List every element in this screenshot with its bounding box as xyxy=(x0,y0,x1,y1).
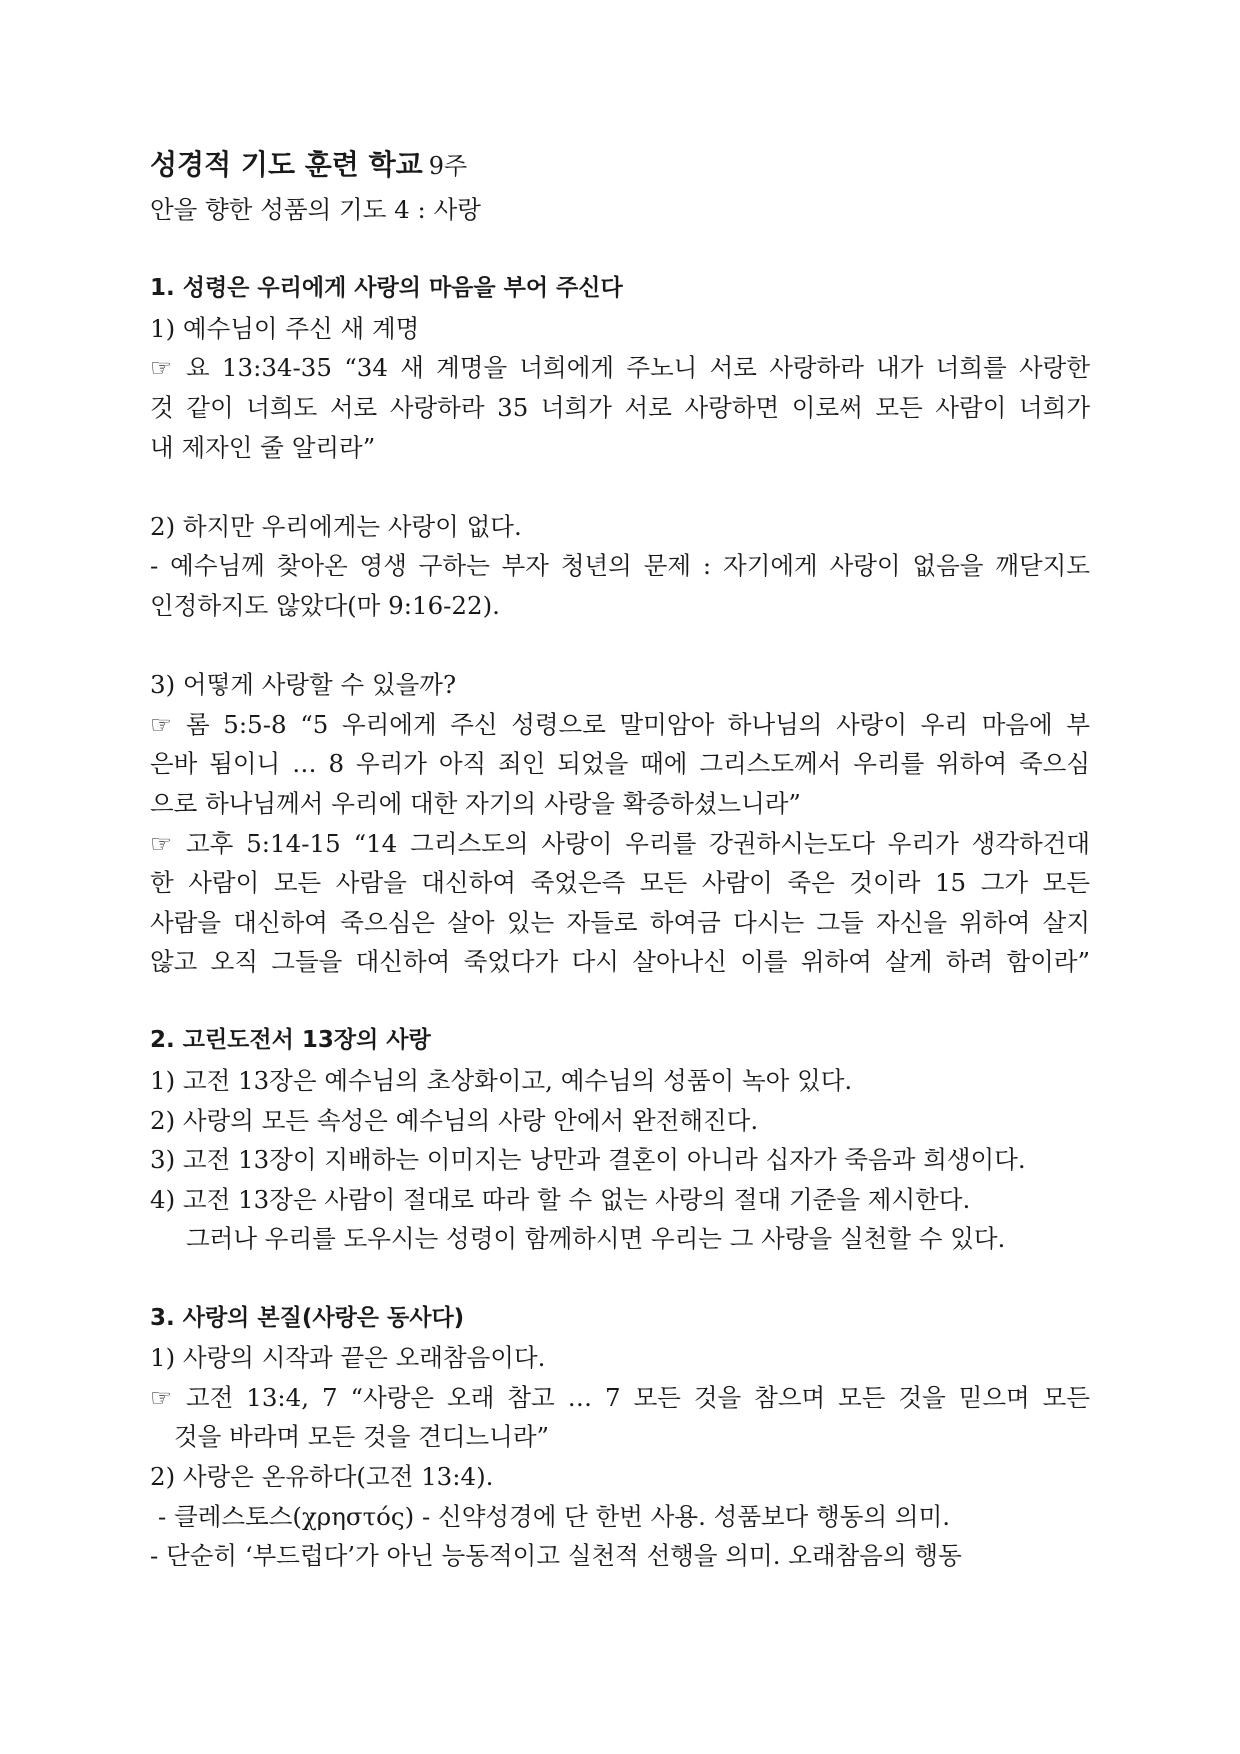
quote-line xyxy=(150,824,1090,864)
quote-text: 요 13:34-35 “34 새 계명을 너희에게 주노니 서로 사랑하라 내가 너희를 사랑한 xyxy=(185,353,1090,383)
body-line: 인정하지도 않았다(마 9:16-22). xyxy=(150,590,500,620)
section-1-point-3: 3) 어떻게 사랑할 수 있을까? xyxy=(150,670,457,700)
section-3-heading: 3. 사랑의 본질(사랑은 동사다) xyxy=(150,1304,465,1331)
pointing-hand-icon: ☞ xyxy=(150,828,172,858)
bullet-line: - 단순히 ‘부드럽다’가 아닌 능동적이고 실천적 선행을 의미. 오래참음의 행동 xyxy=(150,1541,962,1571)
list-item: 4) 고전 13장은 사람이 절대로 따라 할 수 없는 사랑의 절대 기준을 제시한다. xyxy=(150,1184,971,1214)
spacer xyxy=(150,230,1090,270)
section-1-point-1: 1) 예수님이 주신 새 계명 xyxy=(150,313,420,343)
body-line: - 예수님께 찾아온 영생 구하는 부자 청년의 문제 : 자기에게 사랑이 없음을 깨닫지도 xyxy=(150,551,1090,581)
section-1-point-2: 2) 하지만 우리에게는 사랑이 없다. xyxy=(150,511,522,541)
quote-line: 것을 바라며 모든 것을 견디느니라” xyxy=(174,1422,550,1452)
quote-line: 은바 됨이니 … 8 우리가 아직 죄인 되었을 때에 그리스도께서 우리를 위하여 죽으심 xyxy=(150,749,1090,779)
bullet-line: - 클레스토스(χρηστός) - 신약성경에 단 한번 사용. 성품보다 행동의 의미. xyxy=(158,1501,951,1531)
quote-line: 한 사람이 모든 사람을 대신하여 죽었은즉 모든 사람이 죽은 것이라 15 그가 모든 xyxy=(150,868,1090,898)
quote-text: 고전 13:4, 7 “사랑은 오래 참고 … 7 모든 것을 참으며 모든 것을 믿으며 모든 xyxy=(185,1382,1090,1412)
spacer xyxy=(150,626,1090,666)
spacer xyxy=(150,982,1090,1022)
quote-line: 사람을 대신하여 죽으심은 살아 있는 자들로 하여금 다시는 그들 자신을 위하여 살지 xyxy=(150,907,1090,937)
spacer xyxy=(150,467,1090,507)
section-3-point-2: 2) 사랑은 온유하다(고전 13:4). xyxy=(150,1462,494,1491)
section-2-heading: 2. 고린도전서 13장의 사랑 xyxy=(150,1027,431,1054)
quote-line: 않고 오직 그들을 대신하여 죽었다가 다시 살아나신 이를 위하여 살게 하려 함이라” xyxy=(150,947,1090,977)
quote-line: 것 같이 너희도 서로 사랑하라 35 너희가 서로 사랑하면 이로써 모든 사람이 너희가 xyxy=(150,392,1090,422)
section-1-heading: 1. 성령은 우리에게 사랑의 마음을 부어 주신다 xyxy=(150,275,623,302)
quote-line xyxy=(150,1378,1090,1418)
quote-line xyxy=(150,705,1090,745)
list-item: 2) 사랑의 모든 속성은 예수님의 사랑 안에서 완전해진다. xyxy=(150,1105,759,1135)
subtitle: 안을 향한 성품의 기도 4 : 사랑 xyxy=(150,195,481,224)
document-page xyxy=(150,140,1090,1576)
pointing-hand-icon: ☞ xyxy=(150,1382,172,1412)
document-title xyxy=(150,140,1090,190)
pointing-hand-icon: ☞ xyxy=(150,709,172,739)
list-item-continuation: 그러나 우리를 도우시는 성령이 함께하시면 우리는 그 사랑을 실천할 수 있다. xyxy=(186,1224,1006,1254)
title-week: 9주 xyxy=(428,152,468,180)
spacer xyxy=(150,1259,1090,1299)
quote-line: 으로 하나님께서 우리에 대한 자기의 사랑을 확증하셨느니라” xyxy=(150,788,801,818)
list-item: 1) 고전 13장은 예수님의 초상화이고, 예수님의 성품이 녹아 있다. xyxy=(150,1066,853,1096)
quote-text: 롬 5:5-8 “5 우리에게 주신 성령으로 말미암아 하나님의 사랑이 우리 마음에 부 xyxy=(185,709,1090,739)
quote-line xyxy=(150,348,1090,388)
section-3-point-1: 1) 사랑의 시작과 끝은 오래참음이다. xyxy=(150,1343,546,1373)
quote-line: 내 제자인 줄 알리라” xyxy=(150,432,376,462)
title-main: 성경적 기도 훈련 학교 xyxy=(150,148,423,181)
pointing-hand-icon: ☞ xyxy=(150,353,172,383)
quote-text: 고후 5:14-15 “14 그리스도의 사랑이 우리를 강권하시는도다 우리가 생각하건대 xyxy=(185,828,1090,858)
list-item: 3) 고전 13장이 지배하는 이미지는 낭만과 결혼이 아니라 십자가 죽음과 희생이다. xyxy=(150,1145,1026,1175)
